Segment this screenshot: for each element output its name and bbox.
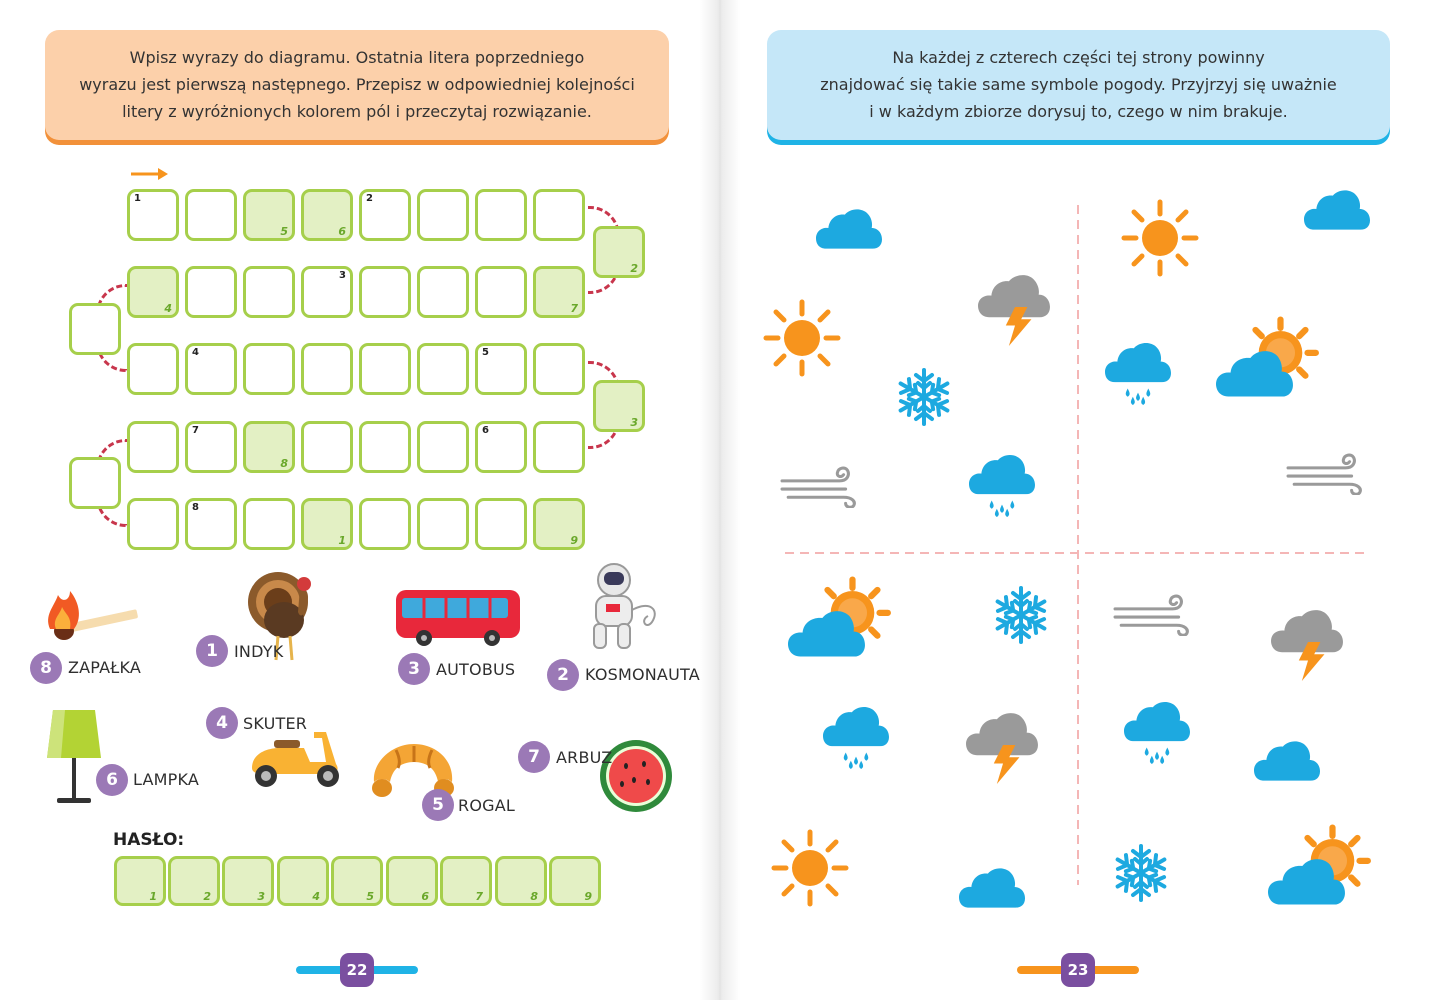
grid-cell[interactable] [417,343,469,395]
password-title: HASŁO: [113,830,185,850]
snowflake-icon [991,585,1051,645]
password-index: 6 [338,225,346,238]
item-label: ROGAL [458,796,515,815]
direction-arrow-icon [130,166,168,182]
password-index: 1 [338,534,346,547]
grid-cell[interactable] [185,343,237,395]
password-cell[interactable] [495,856,547,906]
grid-cell[interactable] [475,266,527,318]
item-number-badge: 5 [422,789,454,821]
grid-cell[interactable] [417,266,469,318]
page-number: 22 [340,953,374,987]
clue-number: 3 [339,270,346,281]
cloud-icon [816,207,882,249]
grid-cell[interactable] [417,498,469,550]
grid-cell[interactable] [417,189,469,241]
instruction-line: wyrazu jest pierwszą następnego. Przepisz w odpowiedniej kolejności [79,75,635,94]
grid-cell[interactable] [359,343,411,395]
password-cell-number: 5 [366,890,374,903]
item-number-badge: 8 [30,652,62,684]
book-gutter [700,0,740,1000]
grid-cell[interactable] [301,343,353,395]
grid-cell[interactable] [533,421,585,473]
instruction-line: Na każdej z czterech części tej strony powinny [892,48,1265,67]
grid-cell[interactable] [475,421,527,473]
item-number-badge: 6 [96,764,128,796]
grid-cell[interactable] [127,189,179,241]
lamp-icon [45,708,107,806]
rain-cloud-icon [1124,700,1190,766]
password-cell-number: 9 [584,890,592,903]
grid-cell-highlighted[interactable] [533,266,585,318]
item-label: KOSMONAUTA [585,665,700,684]
grid-cell[interactable] [359,498,411,550]
storm-icon [978,272,1050,346]
grid-cell[interactable] [475,343,527,395]
astronaut-icon [580,560,670,660]
clue-number: 4 [192,347,199,358]
password-index: 4 [164,302,172,315]
item-number-badge: 7 [518,741,550,773]
item-label: LAMPKA [133,770,200,789]
grid-cell[interactable] [185,189,237,241]
grid-cell-highlighted[interactable] [301,498,353,550]
item-number-badge: 2 [547,659,579,691]
wind-icon [1113,594,1195,636]
item-label: SKUTER [243,714,308,733]
password-cell-number: 3 [257,890,265,903]
grid-cell[interactable] [475,498,527,550]
instruction-line: znajdować się takie same symbole pogody. Przyjrzyj się uważnie [820,75,1337,94]
rain-cloud-icon [823,705,889,771]
left-instruction-banner [45,30,669,140]
grid-cell-highlighted[interactable] [593,380,645,432]
sun-cloud-icon [788,575,892,659]
item-number-badge: 4 [206,707,238,739]
grid-cell[interactable] [127,498,179,550]
storm-icon [966,710,1038,784]
wind-icon [780,466,862,508]
grid-cell[interactable] [243,266,295,318]
password-cell[interactable] [440,856,492,906]
grid-cell[interactable] [359,421,411,473]
password-cell-number: 2 [203,890,211,903]
password-index: 8 [280,457,288,470]
item-label: INDYK [234,642,284,661]
wind-icon [1286,453,1368,495]
password-cell[interactable] [168,856,220,906]
rain-cloud-icon [1105,341,1171,407]
clue-number: 7 [192,425,199,436]
page-number: 23 [1061,953,1095,987]
grid-cell-highlighted[interactable] [243,189,295,241]
password-cell[interactable] [386,856,438,906]
password-cell[interactable] [114,856,166,906]
password-cell-number: 8 [530,890,538,903]
password-cell[interactable] [549,856,601,906]
password-cell-number: 6 [421,890,429,903]
item-label: AUTOBUS [436,660,516,679]
right-instruction-banner [767,30,1390,140]
sun-icon [762,298,842,378]
cloud-icon [1254,739,1320,781]
grid-cell[interactable] [301,421,353,473]
storm-icon [1271,607,1343,681]
password-cell[interactable] [222,856,274,906]
grid-cell[interactable] [127,421,179,473]
bus-icon [394,586,524,648]
password-cell-number: 4 [312,890,320,903]
rain-cloud-icon [969,453,1035,519]
password-cell-number: 1 [149,890,157,903]
sun-icon [1120,198,1200,278]
instruction-line: Wpisz wyrazy do diagramu. Ostatnia litera poprzedniego [129,48,585,67]
grid-cell-highlighted[interactable] [243,421,295,473]
instruction-line: litery z wyróżnionych kolorem pól i przeczytaj rozwiązanie. [122,102,592,121]
grid-cell-highlighted[interactable] [301,189,353,241]
item-number-badge: 1 [196,635,228,667]
cloud-icon [959,866,1025,908]
item-label: ARBUZ [556,748,613,767]
item-number-badge: 3 [398,653,430,685]
item-label: ZAPAŁKA [68,658,142,677]
sun-cloud-icon [1216,315,1320,399]
grid-cell[interactable] [359,189,411,241]
grid-cell-highlighted[interactable] [127,266,179,318]
clue-number: 8 [192,502,199,513]
clue-number: 2 [366,193,373,204]
grid-cell[interactable] [69,457,121,509]
password-index: 2 [630,262,638,275]
clue-number: 5 [482,347,489,358]
sun-cloud-icon [1268,823,1372,907]
grid-cell[interactable] [243,498,295,550]
grid-cell-highlighted[interactable] [533,498,585,550]
password-index: 5 [280,225,288,238]
snowflake-icon [894,367,954,427]
clue-number: 6 [482,425,489,436]
snowflake-icon [1111,843,1171,903]
match-icon [40,585,140,645]
grid-cell[interactable] [533,189,585,241]
grid-cell[interactable] [417,421,469,473]
grid-cell[interactable] [127,343,179,395]
password-index: 3 [630,416,638,429]
password-cell-number: 7 [475,890,483,903]
grid-cell[interactable] [359,266,411,318]
grid-cell[interactable] [69,303,121,355]
password-cell[interactable] [277,856,329,906]
instruction-line: i w każdym zbiorze dorysuj to, czego w nim brakuje. [869,102,1288,121]
quadrant-dividers [785,205,1375,890]
sun-icon [770,828,850,908]
password-cell[interactable] [331,856,383,906]
grid-cell[interactable] [243,343,295,395]
password-index: 9 [570,534,578,547]
grid-cell[interactable] [475,189,527,241]
grid-cell[interactable] [301,266,353,318]
password-index: 7 [570,302,578,315]
grid-cell-highlighted[interactable] [593,226,645,278]
clue-number: 1 [134,193,141,204]
cloud-icon [1304,188,1370,230]
grid-cell[interactable] [185,498,237,550]
grid-cell[interactable] [185,266,237,318]
grid-cell[interactable] [533,343,585,395]
grid-cell[interactable] [185,421,237,473]
